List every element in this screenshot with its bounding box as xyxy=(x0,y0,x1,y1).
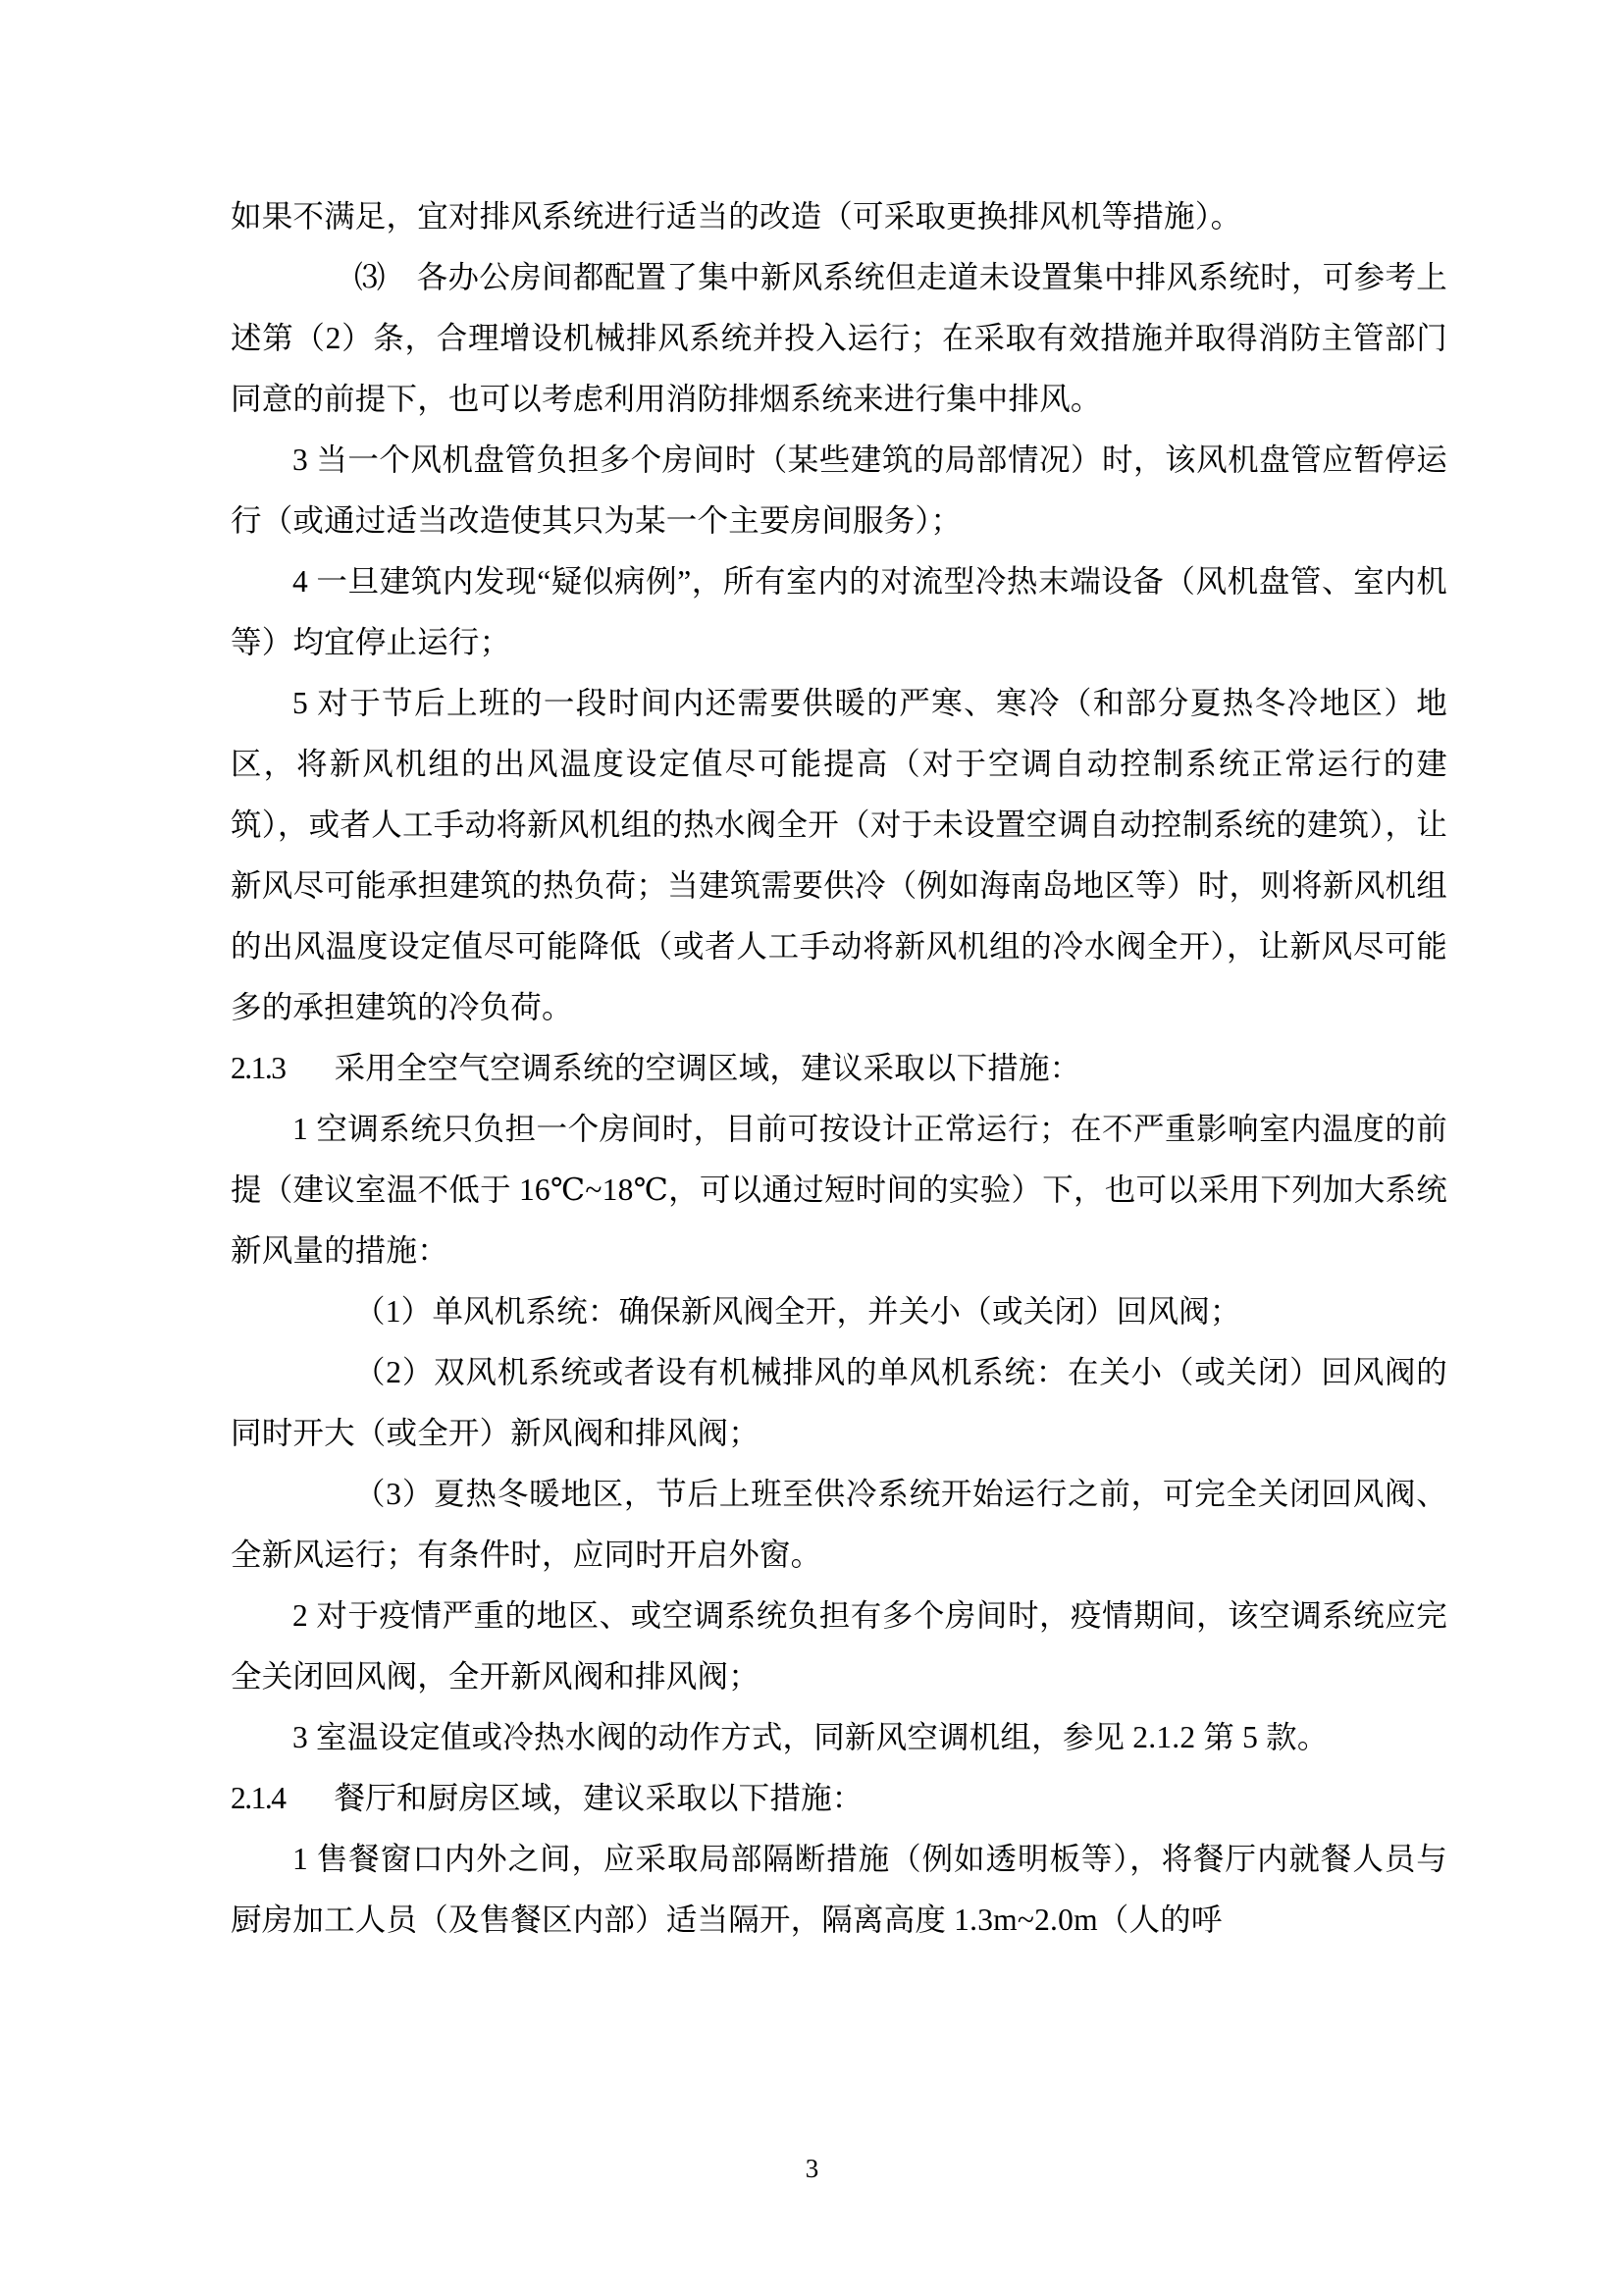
section-heading-213 xyxy=(231,1038,1447,1099)
paragraph-213-1-2: （2）双风机系统或者设有机械排风的单风机系统：在关小（或关闭）回风阀的同时开大（或全开）新风阀和排风阀； xyxy=(231,1355,1447,1450)
paragraph-item-3-circled: ⑶ 各办公房间都配置了集中新风系统但走道未设置集中排风系统时，可参考上述第（2）条，合理增设机械排风系统并投入运行；在采取有效措施并取得消防主管部门同意的前提下，也可以考虑利用消防排烟系统来进行集中排风。 xyxy=(231,260,1447,416)
section-title-214: 餐厅和厨房区域，建议采取以下措施： xyxy=(334,1781,864,1815)
paragraph-item-3: 3 当一个风机盘管负担多个房间时（某些建筑的局部情况）时，该风机盘管应暂停运行（或通过适当改造使其只为某一个主要房间服务）； xyxy=(231,443,1447,538)
paragraph-214-1: 1 售餐窗口内外之间，应采取局部隔断措施（例如透明板等），将餐厅内就餐人员与厨房加工人员（及售餐区内部）适当隔开，隔离高度 1.3m~2.0m（人的呼 xyxy=(231,1842,1447,1937)
paragraph-213-1-1: （1）单风机系统：确保新风阀全开，并关小（或关闭）回风阀； xyxy=(354,1294,1241,1329)
paragraph-213-1: 1 空调系统只负担一个房间时，目前可按设计正常运行；在不严重影响室内温度的前提（建议室温不低于 16℃~18℃，可以通过短时间的实验）下，也可以采用下列加大系统新风量的措施： xyxy=(231,1112,1447,1268)
paragraph-213-2: 2 对于疫情严重的地区、或空调系统负担有多个房间时，疫情期间，该空调系统应完全关闭回风阀，全开新风阀和排风阀； xyxy=(231,1598,1447,1694)
paragraph-item-5: 5 对于节后上班的一段时间内还需要供暖的严寒、寒冷（和部分夏热冬冷地区）地区，将新风机组的出风温度设定值尽可能提高（对于空调自动控制系统正常运行的建筑），或者人工手动将新风机组的热水阀全开（对于未设置空调自动控制系统的建筑），让新风尽可能承担建筑的热负荷；当建筑需要供冷（例如海南岛地区等）时，则将新风机组的出风温度设定值尽可能降低（或者人工手动将新风机组的冷水阀全开），让新风尽可能多的承担建筑的冷负荷。 xyxy=(231,686,1447,1024)
paragraph-213-3: 3 室温设定值或冷热水阀的动作方式，同新风空调机组，参见 2.1.2 第 5 款。 xyxy=(292,1720,1329,1754)
paragraph-213-1-3: （3）夏热冬暖地区，节后上班至供冷系统开始运行之前，可完全关闭回风阀、全新风运行；有条件时，应同时开启外窗。 xyxy=(231,1477,1447,1572)
section-number-213: 2.1.3 xyxy=(231,1051,286,1085)
section-number-214: 2.1.4 xyxy=(231,1781,286,1815)
page-number: 3 xyxy=(805,2154,819,2183)
section-title-213: 采用全空气空调系统的空调区域，建议采取以下措施： xyxy=(334,1051,1081,1085)
paragraph-intro: 如果不满足，宜对排风系统进行适当的改造（可采取更换排风机等措施）。 xyxy=(231,199,1242,234)
paragraph-item-4: 4 一旦建筑内发现“疑似病例”，所有室内的对流型冷热末端设备（风机盘管、室内机等）均宜停止运行； xyxy=(231,564,1447,659)
section-heading-214 xyxy=(231,1768,1447,1829)
